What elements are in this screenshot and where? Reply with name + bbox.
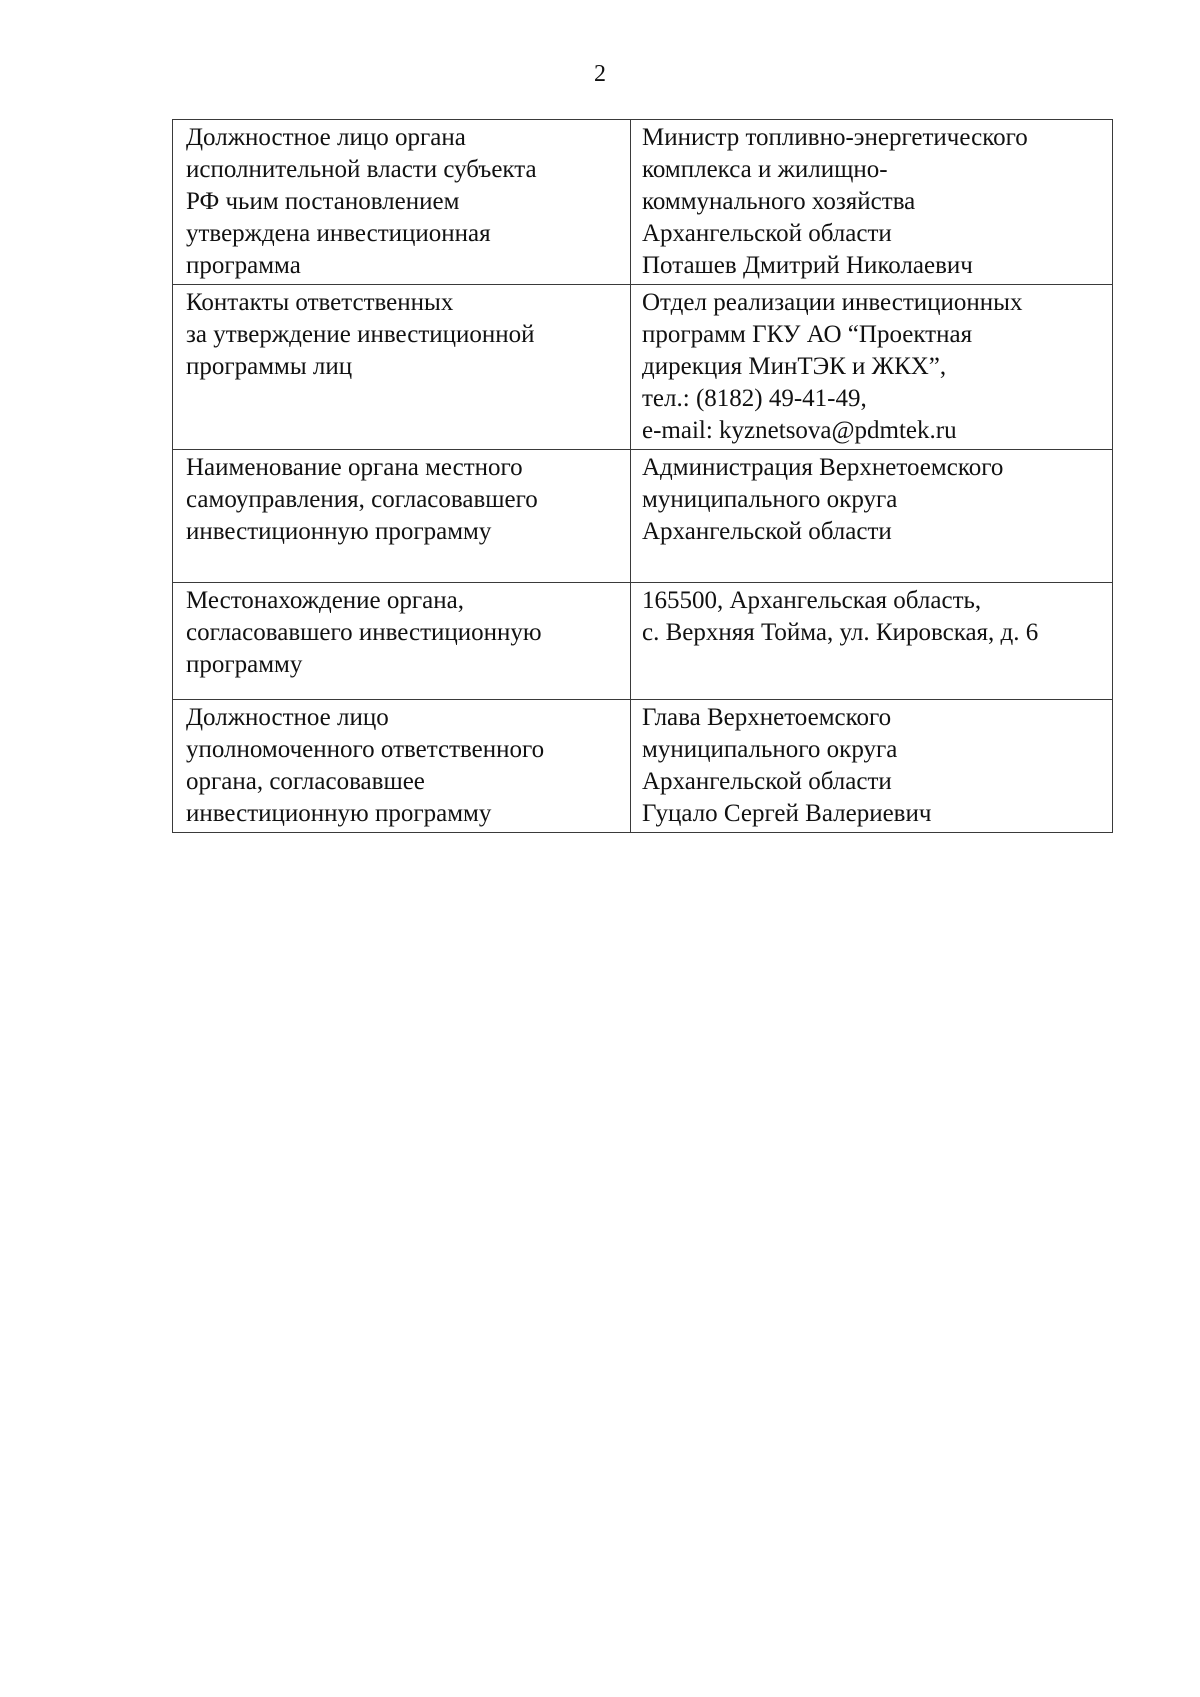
page-number: 2 [594,61,606,87]
row-value: Отдел реализации инвестиционных программ ГКУ АО “Проектная дирекция МинТЭК и ЖКХ”, тел.: (8182) 49-41-49, e-mail: kyznetsova@pdmtek.ru [631,285,1113,450]
row-label: Должностное лицо уполномоченного ответственного органа, согласовавшее инвестиционную программу [173,700,631,833]
row-label: Наименование органа местного самоуправления, согласовавшего инвестиционную программу [173,450,631,583]
row-label: Контакты ответственных за утверждение инвестиционной программы лиц [173,285,631,450]
row-value: Министр топливно-энергетического комплекса и жилищно- коммунального хозяйства Архангельской области Поташев Дмитрий Николаевич [631,120,1113,285]
row-value: 165500, Архангельская область, с. Верхняя Тойма, ул. Кировская, д. 6 [631,583,1113,700]
table-row [173,285,1113,450]
table-row [173,120,1113,285]
table-row [173,450,1113,583]
table-row [173,583,1113,700]
table-row [173,700,1113,833]
row-label: Должностное лицо органа исполнительной власти субъекта РФ чьим постановлением утверждена инвестиционная программа [173,120,631,285]
info-table [172,119,1113,833]
row-label: Местонахождение органа, согласовавшего инвестиционную программу [173,583,631,700]
row-value: Глава Верхнетоемского муниципального округа Архангельской области Гуцало Сергей Валериевич [631,700,1113,833]
row-value: Администрация Верхнетоемского муниципального округа Архангельской области [631,450,1113,583]
